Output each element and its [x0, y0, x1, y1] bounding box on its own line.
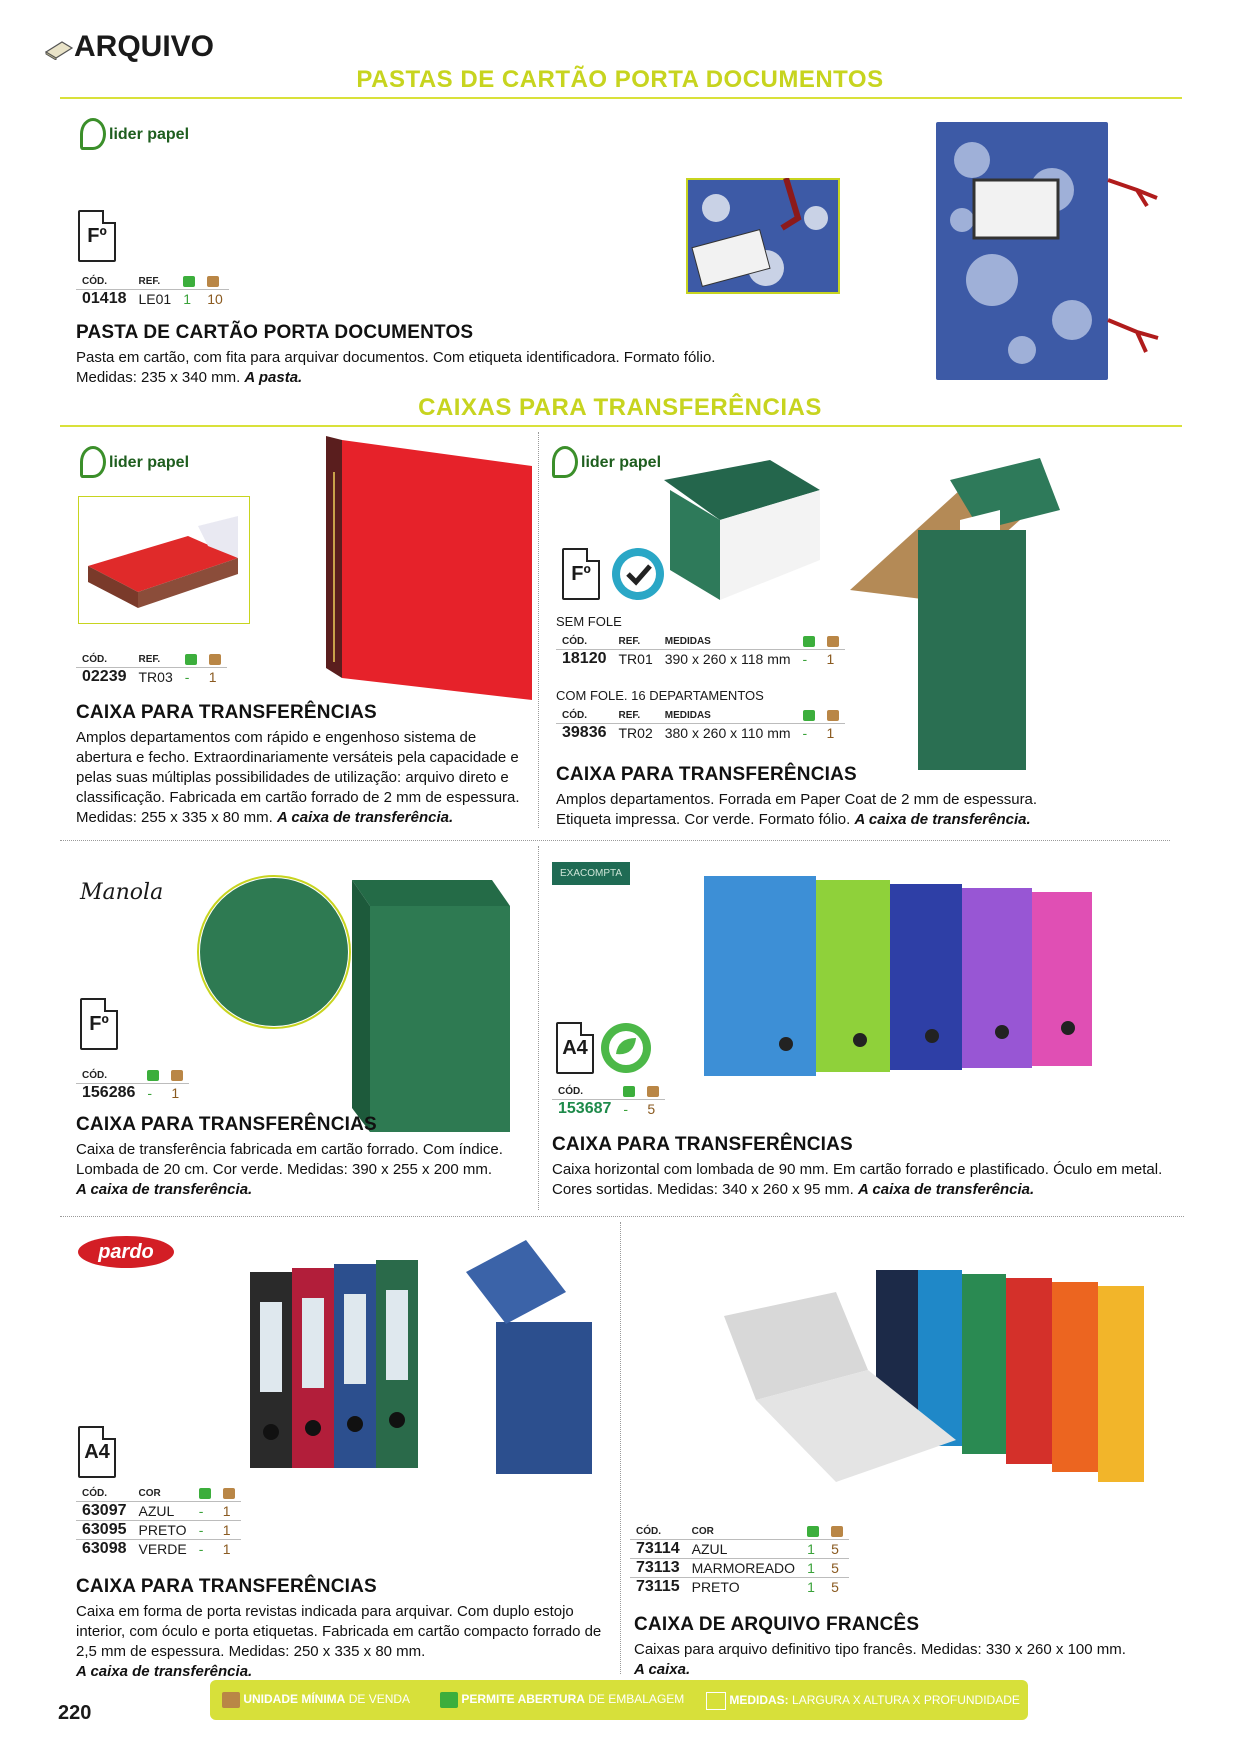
- variant-label: COM FOLE. 16 DEPARTAMENTOS: [556, 688, 764, 703]
- divider: [620, 1222, 621, 1674]
- table-row: 73114 AZUL 1 5: [630, 1540, 849, 1559]
- min-unit-box-icon: [222, 1692, 240, 1708]
- red-box-open-image: [78, 496, 250, 624]
- section-title-caixas: CAIXAS PARA TRANSFERÊNCIAS: [418, 394, 822, 421]
- product-title-p3: CAIXA PARA TRANSFERÊNCIAS: [556, 764, 857, 785]
- product-title-p4: CAIXA PARA TRANSFERÊNCIAS: [76, 1114, 377, 1135]
- spec-table-p1: CÓD. REF. 01418 LE01 1 10: [76, 276, 229, 308]
- table-row: 18120 TR01 390 x 260 x 118 mm - 1: [556, 650, 845, 669]
- spec-table-p5: CÓD. 153687 - 5: [552, 1086, 665, 1118]
- section-title-pastas: PASTAS DE CARTÃO PORTA DOCUMENTOS: [356, 66, 884, 93]
- table-row: 01418 LE01 1 10: [76, 290, 229, 309]
- quality-seal-icon: [610, 546, 666, 602]
- table-row: 63095 PRETO - 1: [76, 1521, 241, 1540]
- min-unit-box-icon: [827, 710, 839, 721]
- legend-open: PERMITE ABERTURA DE EMBALAGEM: [440, 1692, 684, 1708]
- product-desc-p3: Amplos departamentos. Forrada em Paper Coat de 2 mm de espessura. Etiqueta impressa. Cor verde. Formato fólio. A caixa de transferência.: [556, 791, 1038, 828]
- spec-table-p6: CÓD. COR 63097 AZUL - 1 63095 PRETO - 1 63098 VERDE - 1: [76, 1488, 241, 1558]
- spec-table-p3a: CÓD. REF. MEDIDAS 18120 TR01 390 x 260 x 118 mm - 1: [556, 636, 845, 668]
- product-title-p1: PASTA DE CARTÃO PORTA DOCUMENTOS: [76, 322, 474, 343]
- product-title-p2: CAIXA PARA TRANSFERÊNCIAS: [76, 702, 377, 723]
- legend-measures: MEDIDAS: LARGURA X ALTURA X PROFUNDIDADE: [706, 1692, 1020, 1710]
- folder-icon: [44, 38, 74, 60]
- lider-papel-logo: lider papel: [80, 118, 189, 150]
- spec-table-p7: CÓD. COR 73114 AZUL 1 5 73113 MARMOREADO 1 5 73115 PRETO 1 5: [630, 1526, 849, 1596]
- open-package-icon: [183, 276, 195, 287]
- product-desc-p5: Caixa horizontal com lombada de 90 mm. Em cartão forrado e plastificado. Óculo em metal. Cores sortidas. Medidas: 340 x 260 x 95 mm. A caixa de transferência.: [552, 1161, 1163, 1198]
- variant-label: SEM FOLE: [556, 614, 622, 629]
- open-package-icon: [803, 710, 815, 721]
- pardo-boxes-image: [246, 1232, 600, 1482]
- divider: [538, 432, 539, 828]
- table-row: 73115 PRETO 1 5: [630, 1578, 849, 1597]
- table-row: 02239 TR03 - 1: [76, 668, 227, 687]
- section-rule: [60, 425, 1182, 427]
- french-archive-boxes-image: [716, 1250, 1180, 1512]
- divider: [60, 1216, 1184, 1217]
- open-package-icon: [199, 1488, 211, 1499]
- lider-papel-logo: lider papel: [552, 446, 661, 478]
- table-row: 63097 AZUL - 1: [76, 1502, 241, 1521]
- pardo-logo: pardo: [78, 1236, 174, 1268]
- product-desc-p6: Caixa em forma de porta revistas indicada para arquivar. Com duplo estojo interior, com óculo e porta etiquetas. Fabricada em cartão compacto forrado de 2,5 mm de espessura. Medidas: 250 x 335 x 80 mm. A caixa de transferência.: [76, 1603, 602, 1680]
- lider-papel-logo: lider papel: [80, 446, 189, 478]
- spec-table-p3b: CÓD. REF. MEDIDAS 39836 TR02 380 x 260 x 110 mm - 1: [556, 710, 845, 742]
- min-unit-box-icon: [647, 1086, 659, 1097]
- min-unit-box-icon: [827, 636, 839, 647]
- divider: [538, 846, 539, 1210]
- open-package-icon: [440, 1692, 458, 1708]
- exacompta-logo: EXACOMPTA: [552, 862, 630, 885]
- min-unit-box-icon: [207, 276, 219, 287]
- format-folio-icon: Fº: [78, 210, 116, 262]
- format-a4-icon: A4: [556, 1022, 594, 1074]
- section-rule: [60, 97, 1182, 99]
- open-package-icon: [623, 1086, 635, 1097]
- legend-unit: UNIDADE MÍNIMA DE VENDA: [222, 1692, 410, 1708]
- product-desc-p2: Amplos departamentos com rápido e engenhoso sistema de abertura e fecho. Extraordinariamente versáteis pela capacidade e pelas suas múltiplas possibilidades de utilização: arquivo direto e classificação. Fabricada em cartão forrado de 2 mm de espessura. Medidas: 255 x 335 x 80 mm. A caixa de transferência.: [76, 729, 520, 826]
- open-package-icon: [147, 1070, 159, 1081]
- manola-logo: Manola: [80, 880, 164, 905]
- colored-boxes-image: [696, 864, 1096, 1084]
- min-unit-box-icon: [831, 1526, 843, 1537]
- format-folio-icon: Fº: [80, 998, 118, 1050]
- folder-product-image: [932, 120, 1162, 384]
- product-desc-p4: Caixa de transferência fabricada em cartão forrado. Com índice. Lombada de 20 cm. Cor verde. Medidas: 390 x 255 x 200 mm. A caixa de transferência.: [76, 1141, 503, 1198]
- table-row: 63098 VERDE - 1: [76, 1540, 241, 1559]
- spec-table-p2: CÓD. REF. 02239 TR03 - 1: [76, 654, 227, 686]
- table-row: 73113 MARMOREADO 1 5: [630, 1559, 849, 1578]
- min-unit-box-icon: [209, 654, 221, 665]
- min-unit-box-icon: [223, 1488, 235, 1499]
- product-title-p5: CAIXA PARA TRANSFERÊNCIAS: [552, 1134, 853, 1155]
- spec-table-p4: CÓD. 156286 - 1: [76, 1070, 189, 1102]
- green-box-image: [192, 868, 532, 1136]
- table-row: 156286 - 1: [76, 1084, 189, 1103]
- page-title: ARQUIVO: [74, 30, 215, 63]
- page-number: 220: [58, 1702, 92, 1724]
- product-title-p6: CAIXA PARA TRANSFERÊNCIAS: [76, 1576, 377, 1597]
- open-package-icon: [803, 636, 815, 647]
- product-desc-p1: Pasta em cartão, com fita para arquivar documentos. Com etiqueta identificadora. Formato fólio. Medidas: 235 x 340 mm. A pasta.: [76, 349, 716, 386]
- red-box-closed-image: [322, 432, 536, 702]
- table-row: 153687 - 5: [552, 1100, 665, 1119]
- format-a4-icon: A4: [78, 1426, 116, 1478]
- min-unit-box-icon: [171, 1070, 183, 1081]
- product-title-p7: CAIXA DE ARQUIVO FRANCÊS: [634, 1614, 920, 1635]
- open-package-icon: [807, 1526, 819, 1537]
- table-row: 39836 TR02 380 x 260 x 110 mm - 1: [556, 724, 845, 743]
- measures-icon: [706, 1692, 726, 1710]
- product-desc-p7: Caixas para arquivo definitivo tipo francês. Medidas: 330 x 260 x 100 mm. A caixa.: [634, 1641, 1126, 1678]
- open-package-icon: [185, 654, 197, 665]
- divider: [60, 840, 1170, 841]
- folder-closeup-image: [686, 178, 840, 294]
- format-folio-icon: Fº: [562, 548, 600, 600]
- eco-leaf-icon: [600, 1022, 652, 1074]
